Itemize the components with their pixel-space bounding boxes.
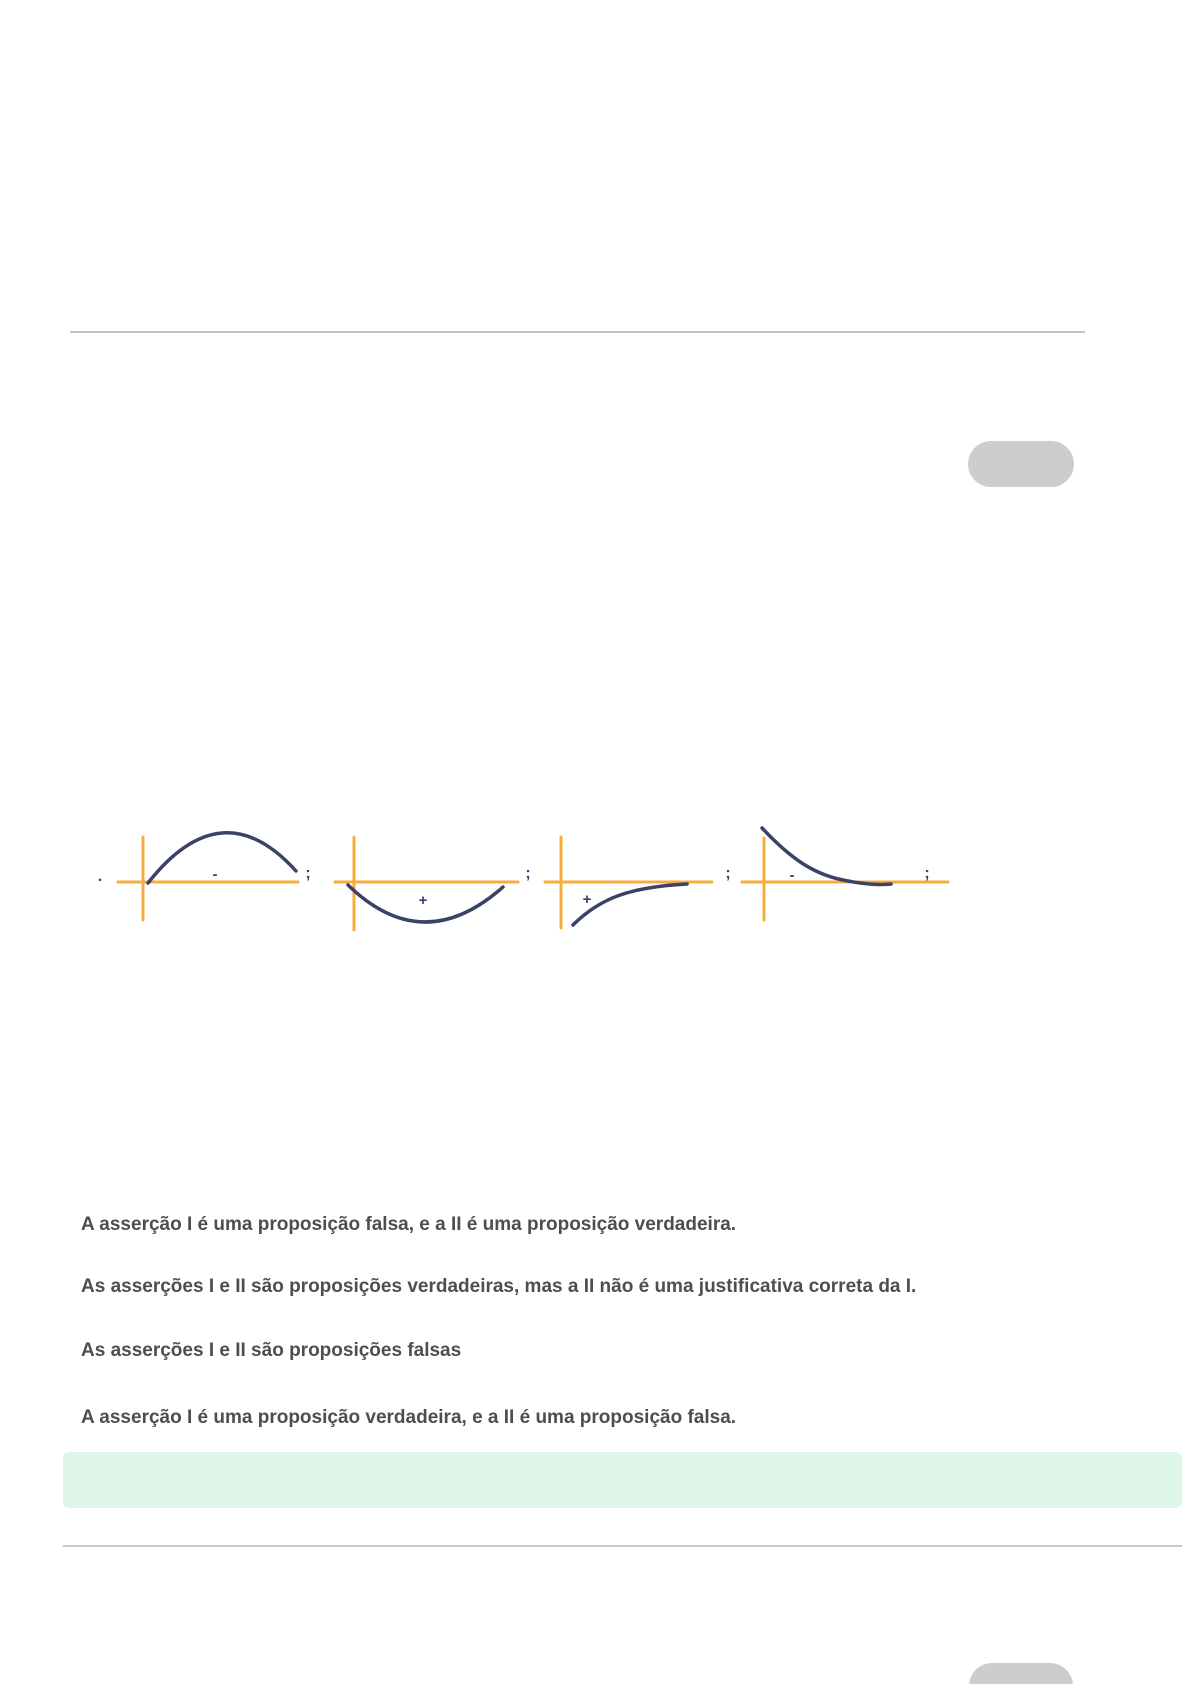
graph-3 xyxy=(545,837,731,928)
highlighted-answer-bar xyxy=(63,1452,1182,1508)
bottom-right-pill-button[interactable] xyxy=(969,1663,1073,1684)
graph-4-curve-decay xyxy=(762,828,891,885)
graph-4-sign: - xyxy=(789,867,795,884)
separator-1: ; xyxy=(305,865,311,882)
graph-1-curve-arch xyxy=(148,833,296,883)
graph-1 xyxy=(118,833,311,920)
separator-4: ; xyxy=(924,865,930,882)
bottom-divider xyxy=(63,1545,1182,1547)
leading-period-mark: . xyxy=(97,868,103,885)
answer-option-2[interactable]: As asserções I e II são proposições verdadeiras, mas a II não é uma justificativa correta da I. xyxy=(81,1276,917,1297)
sign-analysis-figure xyxy=(85,748,965,938)
separator-2: ; xyxy=(525,865,531,882)
graph-2-sign: + xyxy=(418,892,428,909)
separator-3: ; xyxy=(725,865,731,882)
graph-3-sign: + xyxy=(582,891,592,908)
answer-option-1[interactable]: A asserção I é uma proposição falsa, e a II é uma proposição verdadeira. xyxy=(81,1214,737,1235)
top-right-pill-button[interactable] xyxy=(968,441,1074,487)
graph-1-sign: - xyxy=(212,866,218,883)
answer-option-3[interactable]: As asserções I e II são proposições falsas xyxy=(81,1340,462,1361)
top-divider xyxy=(70,331,1085,333)
graph-2 xyxy=(335,837,531,930)
graph-4 xyxy=(742,828,948,920)
answer-option-4[interactable]: A asserção I é uma proposição verdadeira, e a II é uma proposição falsa. xyxy=(81,1407,737,1428)
